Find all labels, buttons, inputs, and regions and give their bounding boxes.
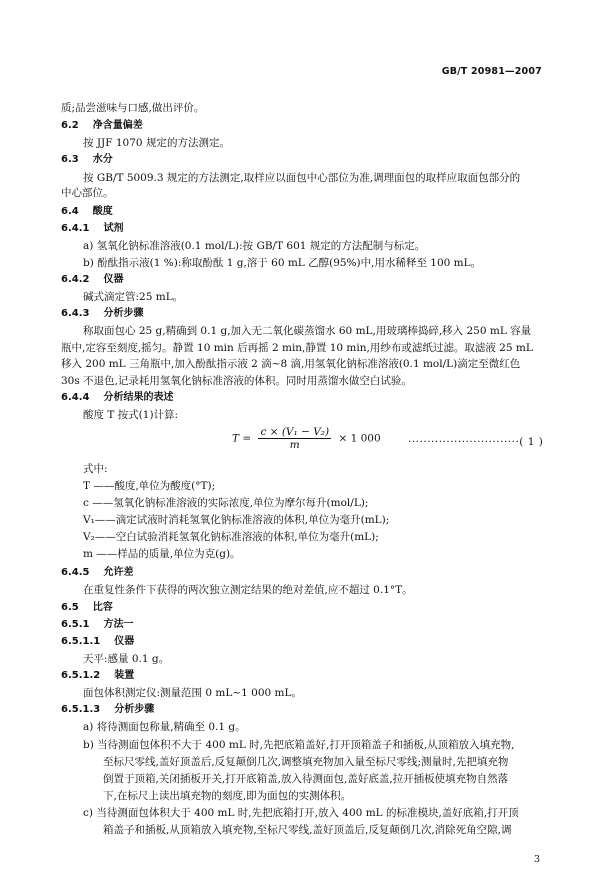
section-number: 6.4.2 bbox=[61, 274, 90, 285]
section-heading bbox=[61, 618, 133, 632]
formula-lhs: T = bbox=[232, 432, 252, 445]
section-heading bbox=[61, 307, 143, 321]
section-title: 装置 bbox=[114, 670, 135, 681]
variable-definition: c ——氢氧化钠标准溶液的实际浓度,单位为摩尔每升(mol/L); bbox=[83, 497, 369, 509]
text-line: 面包体积测定仪:测量范围 0 mL~1 000 mL。 bbox=[83, 687, 302, 699]
section-title: 水分 bbox=[92, 154, 113, 165]
section-title: 仪器 bbox=[114, 636, 135, 647]
text-line: 称取面包心 25 g,精确到 0.1 g,加入无二氧化碳蒸馏水 60 mL,用玻璃棒捣碎,移入 250 mL 容量 bbox=[83, 325, 532, 337]
list-item: a) 将待测面包称量,精确至 0.1 g。 bbox=[83, 721, 246, 733]
section-heading bbox=[61, 669, 134, 683]
section-heading bbox=[61, 635, 134, 649]
section-title: 方法一 bbox=[103, 619, 134, 630]
section-number: 6.5.1.3 bbox=[61, 704, 101, 715]
section-number: 6.5.1 bbox=[61, 619, 90, 630]
variable-definition: V₁——滴定试液时消耗氢氧化钠标准溶液的体积,单位为毫升(mL); bbox=[83, 514, 390, 526]
section-title: 比容 bbox=[92, 602, 113, 613]
section-heading bbox=[61, 391, 173, 405]
page-number: 3 bbox=[533, 854, 540, 865]
section-heading bbox=[61, 601, 113, 615]
section-number: 6.5.1.2 bbox=[61, 670, 101, 681]
text-line: 酸度 T 按式(1)计算: bbox=[83, 409, 179, 421]
text-line: 中心部位。 bbox=[61, 187, 114, 199]
formula-numerator: c × (V₁ − V₂) bbox=[260, 426, 330, 438]
formula-fraction bbox=[258, 426, 331, 451]
list-item: a) 氢氧化钠标准溶液(0.1 mol/L):按 GB/T 601 规定的方法配制与标定。 bbox=[83, 240, 426, 252]
section-heading bbox=[61, 566, 133, 580]
section-title: 净含量偏差 bbox=[92, 120, 143, 131]
text-line: 天平:感量 0.1 g。 bbox=[83, 653, 170, 665]
section-number: 6.3 bbox=[61, 154, 79, 165]
section-number: 6.4.1 bbox=[61, 223, 90, 234]
text-line: 按 JJF 1070 规定的方法测定。 bbox=[83, 137, 230, 149]
text-line: 30s 不退色,记录耗用氢氧化钠标准溶液的体积。同时用蒸馏水做空白试验。 bbox=[61, 375, 412, 387]
text-line: 碱式滴定管:25 mL。 bbox=[83, 291, 184, 303]
section-title: 试剂 bbox=[103, 223, 124, 234]
section-heading bbox=[61, 273, 123, 287]
section-title: 酸度 bbox=[92, 206, 113, 217]
variable-definition: m ——样品的质量,单位为克(g)。 bbox=[83, 548, 241, 560]
text-line: 瓶中,定容至刻度,摇匀。静置 10 min 后再摇 2 min,静置 10 min,用纱布或滤纸过滤。取滤液 25 mL bbox=[61, 342, 533, 354]
formula-number: ·····························( 1 ) bbox=[408, 436, 544, 448]
section-number: 6.5 bbox=[61, 602, 79, 613]
section-heading bbox=[61, 205, 113, 219]
text-line: 在重复性条件下获得的两次独立测定结果的绝对差值,应不超过 0.1°T。 bbox=[83, 584, 413, 596]
list-item: c) 当待测面包体积大于 400 mL 时,先把底箱打开,放入 400 mL 的标准模块,盖好底箱,打开顶 bbox=[83, 807, 519, 819]
section-title: 仪器 bbox=[103, 274, 124, 285]
variable-definition: T ——酸度,单位为酸度(°T); bbox=[83, 480, 216, 492]
section-title: 分析步骤 bbox=[114, 704, 155, 715]
section-heading bbox=[61, 153, 113, 167]
section-heading bbox=[61, 222, 123, 236]
section-number: 6.4.4 bbox=[61, 392, 90, 403]
section-number: 6.4.5 bbox=[61, 567, 90, 578]
formula-denominator: m bbox=[289, 439, 300, 451]
list-item-continued: 至标尺零线,盖好顶盖后,反复颠倒几次,调整填充物加入量至标尺零线;测量时,先把填充物 bbox=[103, 756, 509, 768]
list-item-continued: 箱盖子和插板,从顶箱放入填充物,至标尺零线,盖好顶盖后,反复颠倒几次,消除死角空隙,调 bbox=[103, 824, 512, 836]
section-title: 分析结果的表述 bbox=[103, 392, 174, 403]
section-heading bbox=[61, 703, 154, 717]
section-number: 6.5.1.1 bbox=[61, 636, 101, 647]
section-title: 分析步骤 bbox=[103, 308, 144, 319]
list-item-continued: 下,在标尺上读出填充物的刻度,即为面包的实测体积。 bbox=[103, 790, 352, 802]
text-line: 按 GB/T 5009.3 规定的方法测定,取样应以面包中心部位为准,调理面包的取样应取面包部分的 bbox=[83, 172, 521, 184]
section-number: 6.4 bbox=[61, 206, 79, 217]
text-line: 质;品尝滋味与口感,做出评价。 bbox=[61, 102, 205, 114]
list-item: b) 酚酞指示液(1 %):称取酚酞 1 g,溶于 60 mL 乙醇(95%)中,用水稀释至 100 mL。 bbox=[83, 257, 482, 269]
section-number: 6.4.3 bbox=[61, 308, 90, 319]
text-line: 移入 200 mL 三角瓶中,加入酚酞指示液 2 滴~8 滴,用氢氧化钠标准溶液(0.1 mol/L)滴定至微红色 bbox=[61, 358, 521, 370]
section-title: 允许差 bbox=[103, 567, 134, 578]
list-item-continued: 倒置于顶箱,关闭插板开关,打开底箱盖,放入待测面包,盖好底盖,拉开插板使填充物自然落 bbox=[103, 773, 509, 785]
text-line: 式中: bbox=[83, 463, 108, 475]
standard-number: GB/T 20981—2007 bbox=[441, 66, 542, 77]
section-heading bbox=[61, 119, 143, 133]
list-item: b) 当待测面包体积不大于 400 mL 时,先把底箱盖好,打开顶箱盖子和插板,从顶箱放入填充物, bbox=[83, 739, 515, 751]
section-number: 6.2 bbox=[61, 120, 79, 131]
formula bbox=[232, 426, 381, 451]
formula-rhs: × 1 000 bbox=[338, 432, 381, 445]
variable-definition: V₂——空白试验消耗氢氧化钠标准溶液的体积,单位为毫升(mL); bbox=[83, 531, 379, 543]
